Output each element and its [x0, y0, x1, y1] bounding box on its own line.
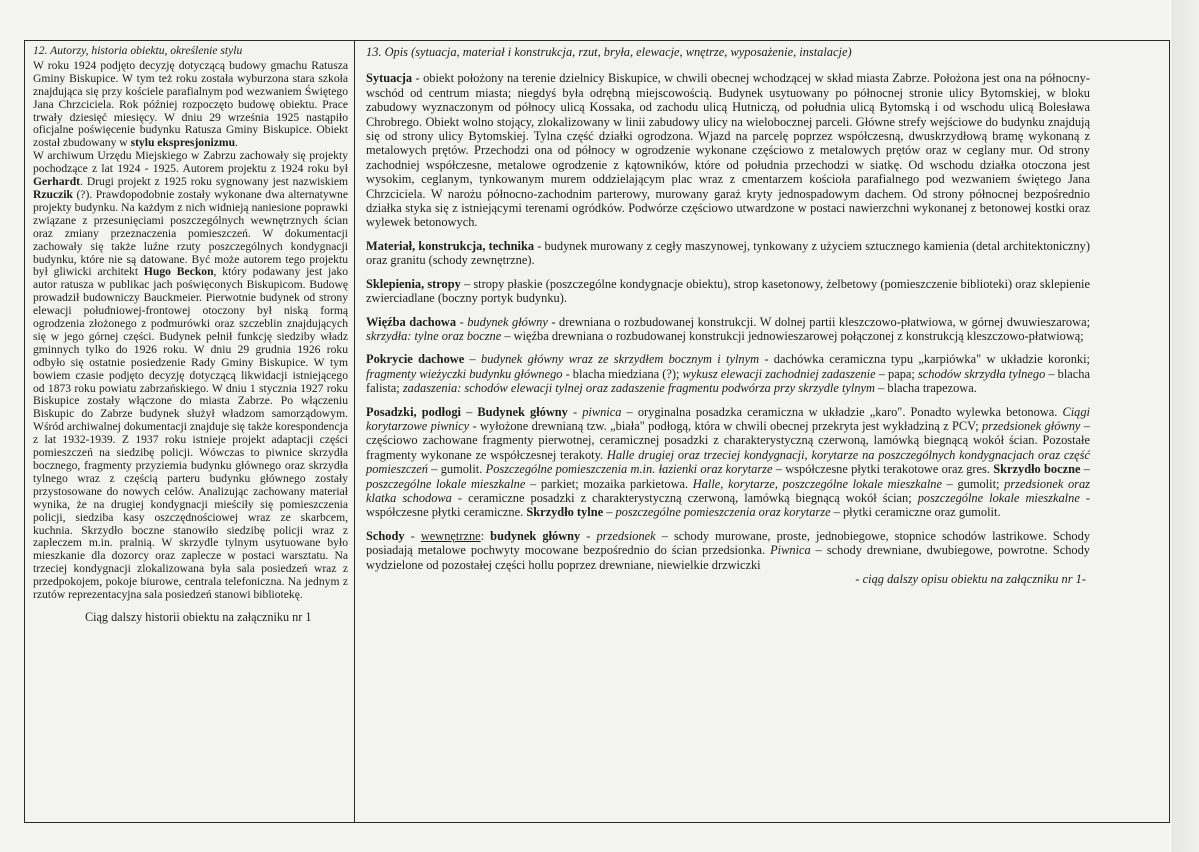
author-rzuczik: Rzuczik: [33, 187, 73, 201]
scan-edge: [1172, 0, 1199, 852]
style-name: stylu ekspresjonizmu: [130, 136, 236, 150]
section-roofing: Pokrycie dachowe – budynek główny wraz ze skrzydłem bocznym i tylnym - dachówka ceramiczna typu „karpiówka" w układzie koronki; fragmenty wieżyczki budynku głównego - blacha miedziana (?); wykusz elewacji zachodniej zadaszenie – papa; schodów skrzydła tylnego – blacha falista; zadaszenia: schodów elewacji tylnej oraz zadaszenie fragmentu podwórza przy skrzydle tylnym – blacha trapezowa.: [366, 352, 1091, 396]
section-situation: Sytuacja - obiekt położony na terenie dzielnicy Biskupice, w chwili obecnej wchodzącej w skład miasta Zabrze. Położona jest ona na północny-wschód od centrum miasta; niegdyś była odrębną miejscowością. Budynek usytuowany po północnej stronie ulicy Bytomskiej, w bloku zabudowy wyznaczonym od północy ulicą Kossaka, od zachodu ulicą Hutniczą, od południa ulicą Bytomską i od wschodu ulicą Bolesława Chrobrego. Obiekt wolno stojący, zlokalizowany w linii zabudowy ulicy na wielobocznej parceli. Główne strefy wejściowe do budynku znajdują się od strony ulicy Bytomskiej. Tylna część działki ogrodzona. Wjazd na parcelę poprzez współczesną, dwuskrzydłową bramę wykonaną z metalowych prętów. Przechodzi ona od północy w ogrodzenie wykonane częściowo z metalowych prętów oraz w ceglany mur. Od strony zachodniej współczesne, metalowe ogrodzenie z kątowników, które od południa przechodzi w siatkę. Od wschodu działka otoczona jest wysokim, ceglanym, tynkowanym murem oddzielającym plac wraz z cmentarzem kościoła parafialnego pod wezwaniem świętego Jana Chrzciciela. W narożu północno-zachodnim parterowy, murowany garaż kryty jednospadowym dachem. Od strony północnej bezpośrednio działka styka się z istniejącymi terenami ogródków. Podwórze częściowo utwardzone w postaci nawierzchni wykonanej z betonowej kostki oraz wylewek betonowych.: [366, 71, 1090, 230]
history-continuation-note: Ciąg dalszy historii obiektu na załączniku nr 1: [85, 609, 312, 624]
section-floors: Posadzki, podłogi – Budynek główny - piwnica – oryginalna posadzka ceramiczna w układzie „karo". Ponadto wylewka betonowa. Ciągi korytarzowe piwnicy - wyłożone drewnianą tzw. „biała" podłogą, która w chwili obecnej przekryta jest wykładziną z PCV; przedsionek główny – częściowo zachowane fragmenty pierwotnej, ceramicznej posadzki z charakterystyczną czerwoną, lamówką biegnącą wokół ścian. Pozostałe fragmenty wykonane ze współczesnej terakoty. Halle drugiej oraz trzeciej kondygnacji, korytarze na poszczególnych kondygnacjach oraz część pomieszczeń – gumolit. Poszczególne pomieszczenia m.in. łazienki oraz korytarze – współczesne płytki terakotowe oraz gres. Skrzydło boczne – poszczególne lokale mieszkalne – parkiet; mozaika parkietowa. Halle, korytarze, poszczególne lokale mieszkalne – gumolit; przedsionek oraz klatka schodowa - ceramiczne posadzki z charakterystyczną czerwoną, lamówką biegnącą wokół ścian; poszczególne lokale mieszkalne - współczesne płytki ceramiczne. Skrzydło tylne – poszczególne pomieszczenia oraz korytarze – płytki ceramiczne oraz gumolit.: [366, 404, 1091, 520]
section-roof-truss: Więźba dachowa - budynek główny - drewniana o rozbudowanej konstrukcji. W dolnej partii kleszczowo-płatwiowa, w górnej dwuwieszarowa; skrzydła: tylne oraz boczne – więźba drewniana o rozbudowanej konstrukcji jednowieszarowej połączonej z konstrukcją kleszczowo-płatwiową;: [366, 314, 1091, 343]
description-heading: 13. Opis (sytuacja, materiał i konstrukcja, rzut, bryła, elewacje, wnętrze, wyposażenie, instalacje): [366, 45, 852, 59]
section-ceilings: Sklepienia, stropy – stropy płaskie (poszczególne kondygnacje obiektu), strop kasetonowy, żelbetowy (pomieszczenie biblioteki) oraz sklepienie zwierciadlane (boczny portyk budynku).: [366, 276, 1090, 306]
history-heading: 12. Autorzy, historia obiektu, określenie stylu: [33, 44, 243, 57]
history-text: W roku 1924 podjęto decyzję dotyczącą budowy gmachu Ratusza Gminy Biskupice. W tym też roku została wyburzona stara szkoła znajdująca się przy kościele parafialnym pod wezwaniem Świętego Jana Chrzciciela. Rok później rozpoczęto budowę obiektu. Prace trwały dziesięć miesięcy. W dniu 29 września 1925 nastąpiło oficjalne poświęcenie budynku Ratusza Gminy Biskupice. Obiekt został zbudowany w stylu ekspresjonizmu. W archiwum Urzędu Miejskiego w Zabrzu zachowały się projekty pochodzące z lat 1924 - 1925. Autorem projektu z 1924 roku był Gerhardt. Drugi projekt z 1925 roku sygnowany jest nazwiskiem Rzuczik (?). Prawdopodobnie zostały wykonane dwa alternatywne projekty budynku. Na każdym z nich widnieją naniesione poprawki związane z przesunięciami poszczególnych wewnętrznych ścian oraz zmiany przeznaczenia pomieszczeń. W dokumentacji zachowały się także luźne rzuty poszczególnych kondygnacji budynku, które nie są datowane. Być może autorem tego projektu był gliwicki architekt Hugo Beckon, który podawany jest jako autor ratusza w publikac jach poświęconych Biskupicom. Budowę prowadził budowniczy Bauckmeier. Pierwotnie budynek od strony elewacji południowej-frontowej otoczony był niską formą ogrodzenia złożonego z podmurówki oraz szczeblin znajdujących się w jego górnej części. Budynek pełnił funkcję siedziby władz gminnych tylko do 1926 roku. W dniu 29 grudnia 1926 roku odbyło się ostatnie posiedzenie Rady Gminy Biskupice. W tym bowiem czasie podjęto decyzję dotyczącą likwidacji istniejącego od 1873 roku powiatu zabrzańskiego. W dniu 1 stycznia 1927 roku Biskupice zostały włączone do miasta Zabrze. Po włączeniu Biskupic do Zabrze budynek służył władzom samorządowym. Wśród archiwalnej dokumentacji znajduje się także korespondencja z lat 1932-1939. Z 1937 roku istnieje projekt adaptacji części pomieszczeń na siedzibę policji. Wówczas to piwnice skrzydła bocznego, fragmenty przyziemia budynku głównego oraz skrzydła tylnego wraz z częścią parteru budynku głównego zostały przystosowane do nowych celów. Analizując zachowany materiał wynika, że na drugiej kondygnacji mieściły się pomieszczenia policji, siedziba kasy oszczędnościowej wraz ze skarbcem, kuchnia. Skrzydło boczne stanowiło siedzibę policji wraz z zapleczem m.in. pralnią. W skrzydle tylnym usytuowane było mieszkanie dla dozorcy oraz zaplecze w postaci warsztatu. Na trzeciej kondygnacji zlokalizowana była sala posiedzeń wraz z przedpokojem, pokoje biurowe, centrala telefoniczna. Na jednym z rzutów reprezentacyjna sala posiedzeń stanowi bibliotekę.: [33, 58, 348, 602]
history-column: [33, 45, 348, 624]
description-column: [366, 45, 1090, 586]
section-material: Materiał, konstrukcja, technika - budynek murowany z cegły maszynowej, tynkowany z użyciem sztucznego kamienia (detal architektoniczny) oraz granitu (schody zewnętrzne).: [366, 238, 1091, 268]
description-continuation-note: - ciąg dalszy opisu obiektu na załączniku nr 1-: [855, 572, 1086, 586]
author-gerhardt: Gerhardt: [33, 175, 81, 189]
author-hugo-beckon: Hugo Beckon: [143, 265, 214, 279]
section-stairs: Schody - wewnętrzne: budynek główny - przedsionek – schody murowane, proste, jednobiegowe, stopnice schodów lastrikowe. Schody posiadają metalowe pochwyty mocowane bezpośrednio do ścian przedsionka. Piwnica – schody drewniane, dwubiegowe, powrotne. Schody wydzielone od pozostałej części hollu poprzez drewniane, niewielkie drzwiczki: [366, 528, 1091, 572]
column-divider: [354, 40, 355, 823]
